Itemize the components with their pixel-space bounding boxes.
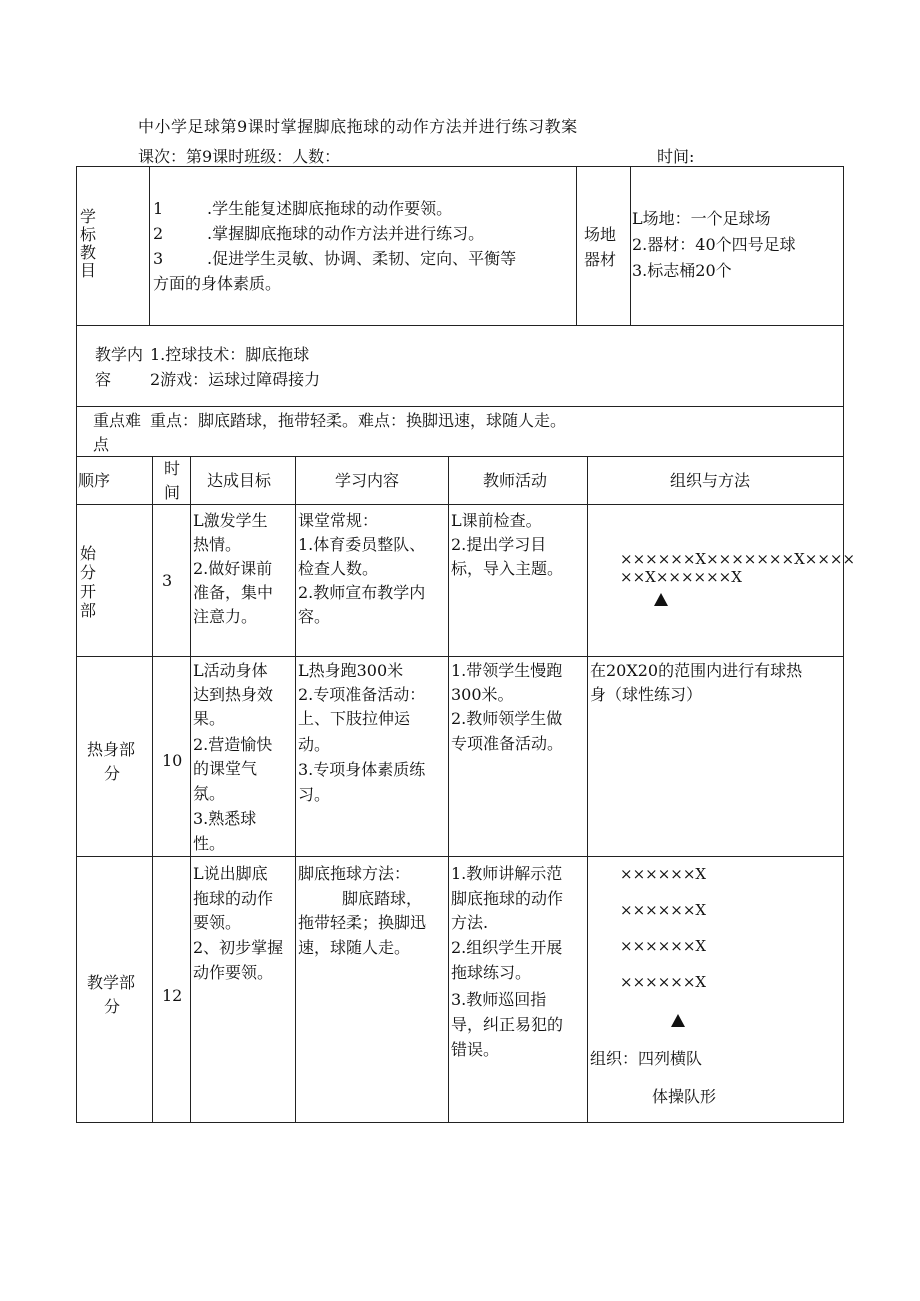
row-time: 3 [162,571,173,590]
objective-text: .掌握脚底拖球的动作方法并进行练习。 [207,224,485,243]
header-order: 顺序 [78,471,111,490]
objective-text: .促进学生灵敏、协调、柔韧、定向、平衡等 [207,249,517,268]
section-label: 分 [80,563,97,582]
formation-row: ××××××X×××××××X×××× [620,550,856,568]
objective-text: .学生能复述脚底拖球的动作要领。 [207,199,453,218]
formation-row: ××××××X [620,865,707,883]
header-teacher: 教师活动 [483,471,548,490]
section-label: 热身部 [87,740,136,759]
teacher-position-icon [654,593,668,606]
header-study: 学习内容 [335,471,400,490]
organization-text: 体操队形 [652,1087,717,1106]
header-time: 时 [164,459,181,478]
formation-row: ××X××××××X [620,568,742,586]
section-label: 部 [80,601,97,620]
objective-number: 2 [153,224,164,243]
formation-row: ××××××X [620,937,707,955]
header-goal: 达成目标 [207,471,272,490]
document-title: 中小学足球第9课时掌握脚底拖球的动作方法并进行练习教案 [138,117,578,136]
section-label: 分 [104,997,121,1016]
keypoints-text: 重点：脚底踏球，拖带轻柔。难点：换脚迅速，球随人走。 [150,411,567,430]
objective-number: 3 [153,249,164,268]
time-label: 时间: [657,147,695,166]
row-time: 12 [162,986,183,1005]
header-time: 间 [164,483,181,502]
objective-number: 1 [153,199,164,218]
objective-text-continued: 方面的身体素质。 [153,274,282,293]
organization-text: 组织：四列横队 [590,1049,703,1068]
row-time: 10 [162,751,183,770]
formation-row: ××××××X [620,901,707,919]
header-organization: 组织与方法 [670,471,751,490]
section-label: 开 [80,582,97,601]
teacher-position-icon [671,1014,685,1027]
section-label: 分 [104,764,121,783]
formation-row: ××××××X [620,973,707,991]
section-label: 教学部 [87,973,136,992]
lesson-info-line: 课次：第9课时班级：人数： [138,147,341,166]
section-label: 始 [80,544,97,563]
